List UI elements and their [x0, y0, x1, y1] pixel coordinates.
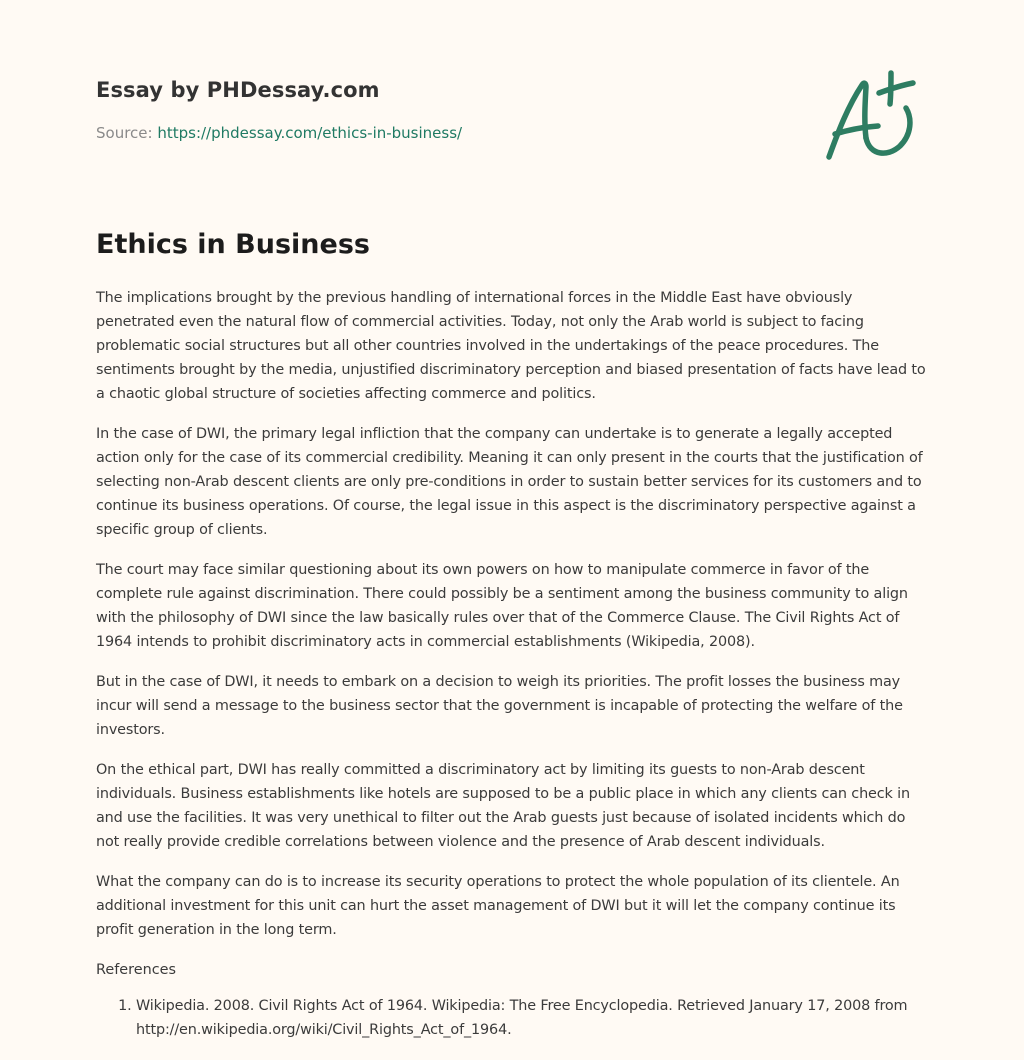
source-line — [96, 123, 796, 143]
reference-item: 1. Wikipedia. 2008. Civil Rights Act of 1964. Wikipedia: The Free Encyclopedia. Retrieved January 17, 2008 from http://en.wikipedia.org/wiki/Civil_Rights_Act_of_1964. — [136, 994, 932, 1042]
a-plus-grade-icon — [820, 64, 930, 168]
paragraph-4: But in the case of DWI, it needs to embark on a decision to weigh its priorities. The profit losses the business may incur will send a message to the business sector that the government is incapable of protecting the welfare of the investors. — [96, 674, 903, 738]
paragraph-6: What the company can do is to increase its security operations to protect the whole population of its clientele. An additional investment for this unit can hurt the asset management of DWI but it will let the company continue its profit generation in the long term. — [96, 874, 900, 938]
article — [96, 226, 932, 1042]
site-title: Essay by PHDessay.com — [96, 78, 380, 102]
paragraph-2: In the case of DWI, the primary legal infliction that the company can undertake is to generate a legally accepted action only for the case of its commercial credibility. Meaning it can only present in the courts that the justification of selecting non-Arab descent clients are only pre-conditions in order to sustain better services for its customers and to continue its business operations. Of course, the legal issue in this aspect is the discriminatory perspective against a specific group of clients. — [96, 426, 923, 538]
article-title: Ethics in Business — [96, 229, 370, 260]
a-plus-logo — [820, 64, 930, 168]
paragraph-1: The implications brought by the previous handling of international forces in the Middle East have obviously penetrated even the natural flow of commercial activities. Today, not only the Arab world is subject to facing problematic social structures but all other countries involved in the undertakings of the peace procedures. The sentiments brought by the media, unjustified discriminatory perception and biased presentation of facts have lead to a chaotic global structure of societies affecting commerce and politics. — [96, 290, 926, 402]
references-list — [96, 994, 932, 1042]
references-heading: References — [96, 962, 176, 978]
source-link[interactable]: https://phdessay.com/ethics-in-business/ — [157, 124, 463, 142]
page-header — [96, 74, 796, 143]
paragraph-5: On the ethical part, DWI has really committed a discriminatory act by limiting its guests to non-Arab descent individuals. Business establishments like hotels are supposed to be a public place in which any clients can check in and use the facilities. It was very unethical to filter out the Arab guests just because of isolated incidents which do not really provide credible correlations between violence and the presence of Arab descent individuals. — [96, 762, 910, 850]
source-label: Source: — [96, 124, 158, 142]
paragraph-3: The court may face similar questioning about its own powers on how to manipulate commerce in favor of the complete rule against discrimination. There could possibly be a sentiment among the business community to align with the philosophy of DWI since the law basically rules over that of the Commerce Clause. The Civil Rights Act of 1964 intends to prohibit discriminatory acts in commercial establishments (Wikipedia, 2008). — [96, 562, 908, 650]
